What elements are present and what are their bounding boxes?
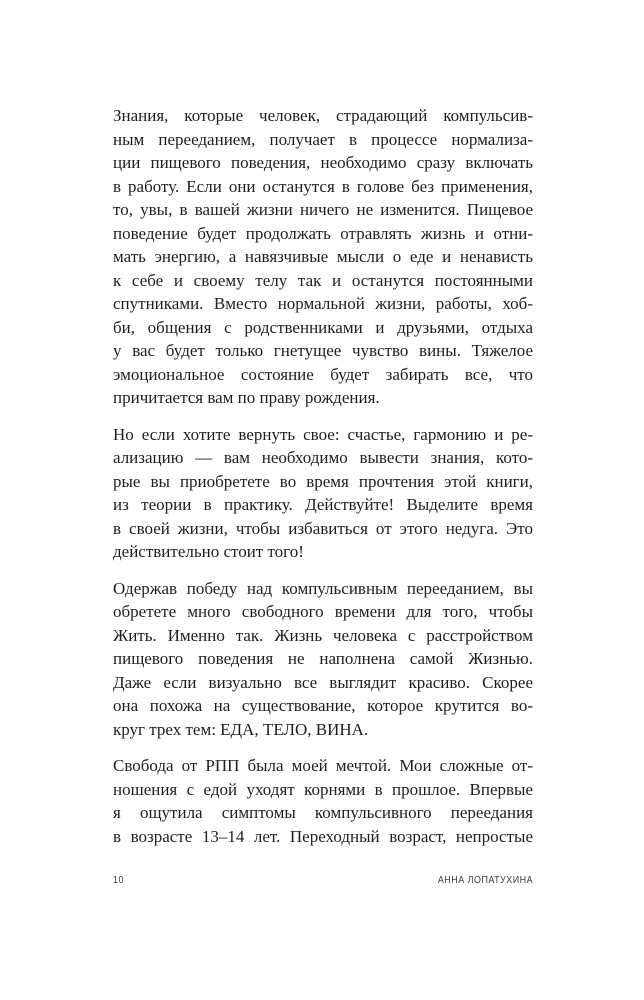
running-head-author: АННА ЛОПАТУХИНА [437, 874, 533, 886]
text-line: Но если хотите вернуть свое: счастье, гармонию и ре- [113, 424, 533, 444]
text-line: Знания, которые человек, страдающий компульсив- [113, 106, 533, 125]
text-line: к себе и своему телу так и останутся постоянными [113, 270, 533, 290]
text-line: в работу. Если они останутся в голове без применения, [113, 176, 533, 196]
paragraph [113, 754, 533, 848]
text-line: в своей жизни, чтобы избавиться от этого недуга. Это [113, 518, 533, 538]
text-line: ным перееданием, получает в процессе нормализа- [113, 129, 533, 149]
text-line: ции пищевого поведения, необходимо сразу включать [113, 153, 533, 172]
text-line: пищевого поведения не наполнена самой Жизнью. [113, 649, 533, 668]
text-line: я ощутила симптомы компульсивного переедания [113, 803, 533, 822]
text-line: она похожа на существование, которое крутится во- [113, 696, 533, 715]
text-line: Свобода от РПП была моей мечтой. Мои сложные от- [113, 756, 533, 775]
text-line: рые вы приобретете во время прочтения этой книги, [113, 471, 533, 491]
text-line: би, общения с родственниками и друзьями, отдыха [113, 317, 533, 337]
text-line: в возрасте 13–14 лет. Переходный возраст, непростые [113, 826, 533, 846]
text-line: обретете много свободного времени для того, чтобы [113, 602, 533, 621]
text-line: поведение будет продолжать отравлять жизнь и отни- [113, 223, 533, 243]
paragraph [113, 423, 533, 564]
text-line: действительно стоит того! [113, 542, 304, 561]
page-number: 10 [113, 874, 124, 886]
text-line: из теории в практику. Действуйте! Выделите время [113, 495, 533, 514]
text-line: спутниками. Вместо нормальной жизни, работы, хоб- [113, 294, 533, 313]
text-line: то, увы, в вашей жизни ничего не изменится. Пищевое [113, 200, 533, 219]
paragraph [113, 104, 533, 410]
text-line: мать энергию, а навязчивые мысли о еде и ненависть [113, 247, 533, 266]
text-line: ализацию — вам необходимо вывести знания, кото- [113, 448, 533, 467]
text-line: круг трех тем: ЕДА, ТЕЛО, ВИНА. [113, 719, 369, 739]
text-line: причитается вам по праву рождения. [113, 388, 380, 407]
paragraph [113, 577, 533, 742]
text-line: Даже если визуально все выглядит красиво. Скорее [113, 672, 533, 692]
text-line: Жить. Именно так. Жизнь человека с расстройством [113, 625, 533, 645]
text-line: ношения с едой уходят корнями в прошлое. Впервые [113, 779, 533, 799]
text-line: эмоциональное состояние будет забирать все, что [113, 364, 533, 384]
body-text [113, 104, 533, 848]
page-footer [113, 874, 533, 886]
text-line: у вас будет только гнетущее чувство вины. Тяжелое [113, 341, 533, 360]
text-line: Одержав победу над компульсивным перееданием, вы [113, 578, 533, 598]
